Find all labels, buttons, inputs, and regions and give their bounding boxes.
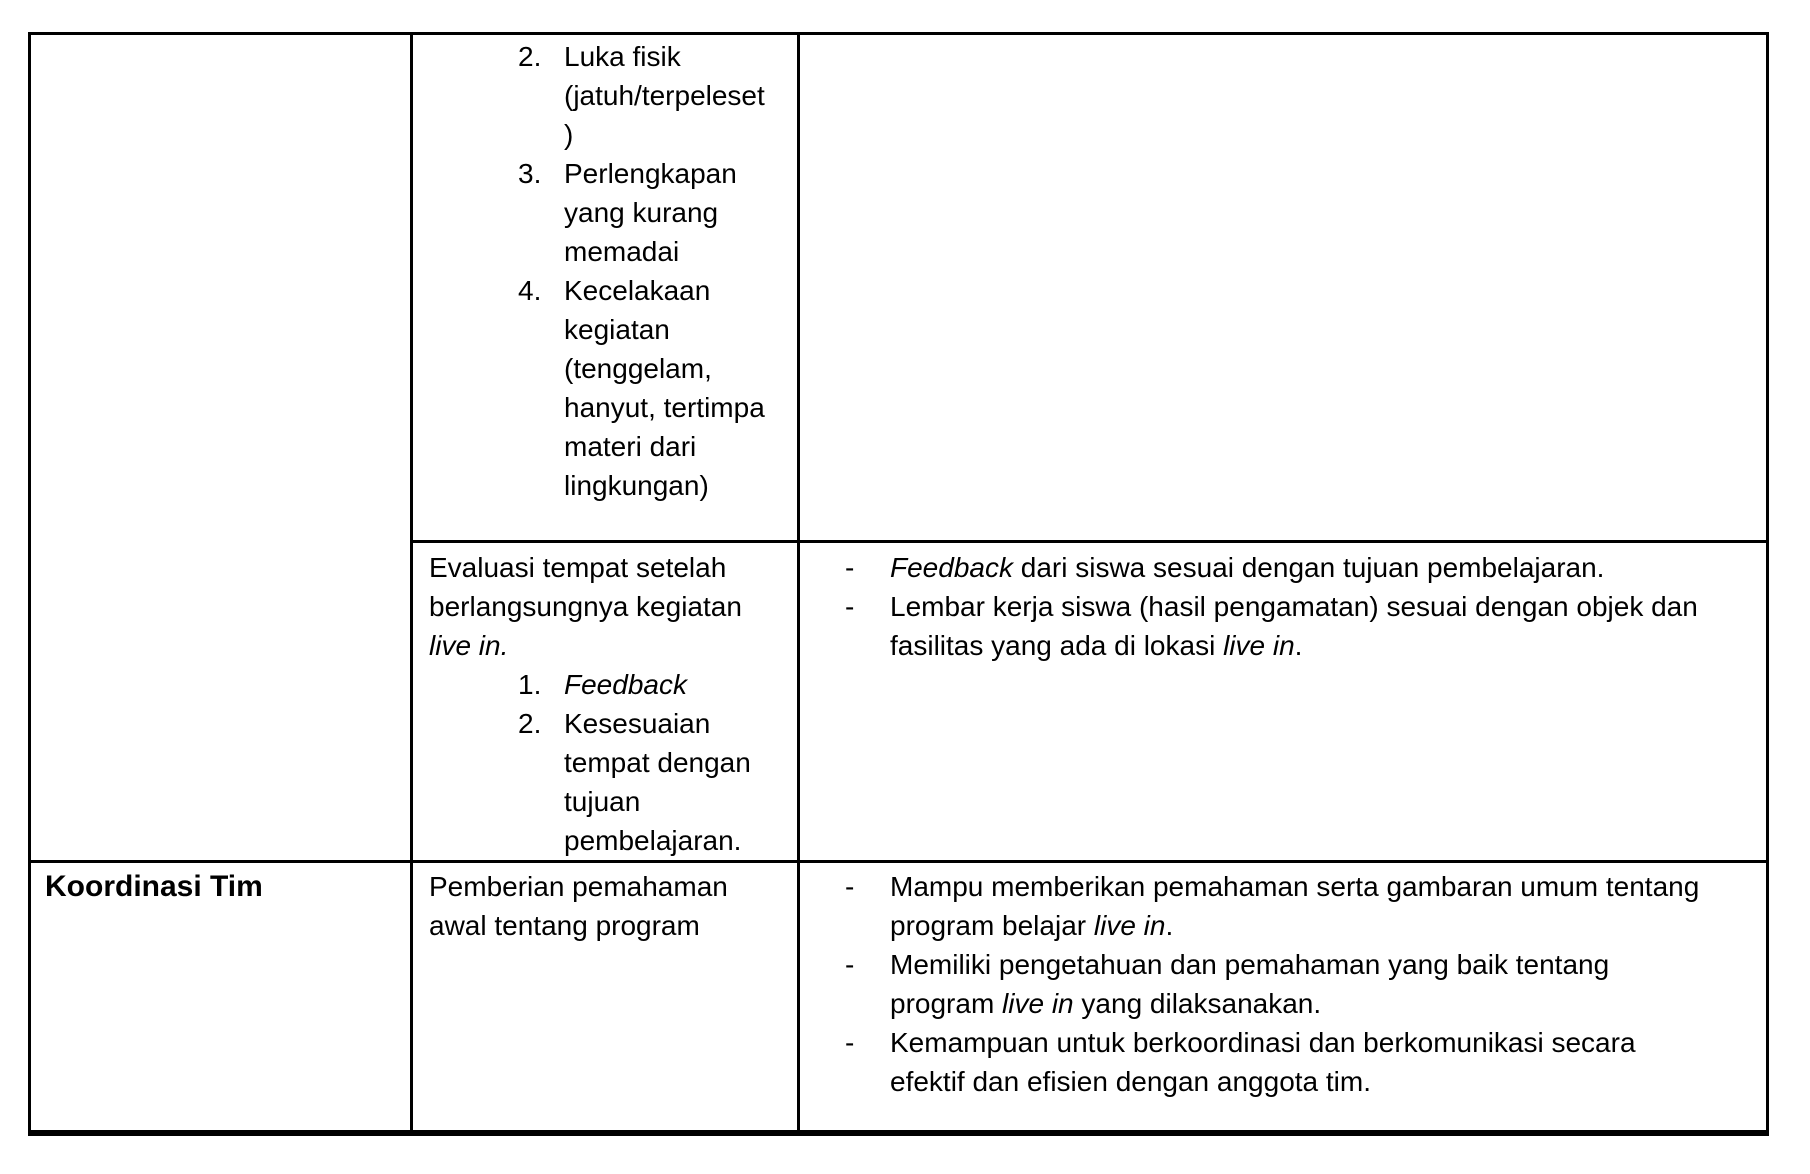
bullet-text — [890, 945, 1609, 1023]
text-line: pembelajaran. — [564, 825, 742, 856]
cell-pemberian-pemahaman — [413, 863, 797, 1130]
text-line: Kesesuaian — [564, 708, 711, 739]
list-number: 2. — [518, 41, 542, 72]
text-segment: program belajar — [890, 910, 1094, 941]
text-line: (jatuh/terpeleset — [564, 80, 765, 111]
list-number: 3. — [518, 158, 542, 189]
text-line: Lembar kerja siswa (hasil pengamatan) sesuai dengan objek dan — [890, 591, 1698, 622]
text-line — [890, 626, 1698, 665]
text-line: Pemberian pemahaman — [429, 871, 728, 902]
bullet-text — [890, 587, 1698, 665]
text-segment: . — [1294, 630, 1303, 661]
text-line: Mampu memberikan pemahaman serta gambaran umum tentang — [890, 871, 1700, 902]
list-item — [518, 665, 795, 704]
text-line: hanyut, tertimpa — [564, 392, 765, 423]
text-line — [890, 548, 1604, 587]
cell-row1-col3-empty — [800, 35, 1766, 540]
italic-word: Feedback — [890, 552, 1013, 583]
list-item-text — [564, 665, 687, 704]
dash-bullet-marker: - — [845, 949, 855, 980]
text-line: materi dari — [564, 431, 697, 462]
cell-koordinasi-tim — [31, 863, 410, 1130]
list-item-text — [564, 271, 765, 505]
list-number: 1. — [518, 669, 542, 700]
list-number: 4. — [518, 275, 542, 306]
text-line: berlangsungnya kegiatan — [429, 591, 742, 622]
text-line — [890, 984, 1609, 1023]
text-segment: fasilitas yang ada di lokasi — [890, 630, 1224, 661]
text-line: efektif dan efisien dengan anggota tim. — [890, 1066, 1372, 1097]
assessment-table — [28, 32, 1769, 1136]
text-line: tempat dengan — [564, 747, 751, 778]
text-line: live in. — [429, 630, 509, 661]
dash-bullet-marker: - — [845, 871, 855, 902]
list-item — [518, 704, 795, 860]
text-line: Memiliki pengetahuan dan pemahaman yang baik tentang — [890, 949, 1610, 980]
italic-word: live in — [1002, 988, 1074, 1019]
text-line: Kecelakaan — [564, 275, 711, 306]
text-line: lingkungan) — [564, 470, 709, 501]
cell-capability-criteria — [800, 863, 1766, 1130]
text-line: Kemampuan untuk berkoordinasi dan berkomunikasi secara — [890, 1027, 1636, 1058]
text-line: Perlengkapan — [564, 158, 737, 189]
cell-evaluasi-tempat — [413, 543, 797, 860]
italic-word: live in — [1093, 910, 1166, 941]
text-line: awal tentang program — [429, 910, 700, 941]
text-line: (tenggelam, — [564, 353, 712, 384]
text-segment: program — [890, 988, 1003, 1019]
list-item-text — [564, 154, 737, 271]
text-line: memadai — [564, 236, 680, 267]
text-segment: yang dilaksanakan. — [1073, 988, 1322, 1019]
dash-bullet-marker: - — [845, 1027, 855, 1058]
list-item-text — [564, 37, 765, 154]
list-number: 2. — [518, 708, 542, 739]
bullet-item — [845, 548, 1760, 587]
text-line: Feedback — [564, 669, 687, 700]
text-line: ) — [564, 119, 574, 150]
bullet-text — [890, 867, 1699, 945]
text-line: tujuan — [564, 786, 641, 817]
bullet-text — [890, 1023, 1636, 1101]
cell-col1-merged-empty — [31, 35, 410, 860]
numbered-list — [518, 37, 795, 505]
bullet-text — [890, 548, 1604, 587]
bullet-item — [845, 867, 1760, 945]
bullet-item — [845, 945, 1760, 1023]
dash-bullet-marker: - — [845, 552, 855, 583]
text-line: yang kurang — [564, 197, 719, 228]
bullet-item — [845, 587, 1760, 665]
italic-word: live in — [1223, 630, 1295, 661]
text-line: Luka fisik — [564, 41, 681, 72]
dash-bullet-marker: - — [845, 591, 855, 622]
text-segment: . — [1165, 910, 1174, 941]
row-heading: Koordinasi Tim — [45, 870, 263, 903]
bullet-item — [845, 1023, 1760, 1101]
text-segment: dari siswa sesuai dengan tujuan pembelajaran. — [1012, 552, 1605, 583]
list-item — [518, 154, 795, 271]
cell-feedback-criteria — [800, 543, 1766, 860]
list-item-text — [564, 704, 751, 860]
text-line: Evaluasi tempat setelah — [429, 552, 727, 583]
list-item — [518, 37, 795, 154]
text-line — [890, 906, 1699, 945]
numbered-list — [518, 665, 795, 860]
cell-risk-list — [413, 35, 797, 540]
list-item — [518, 271, 795, 505]
text-line: kegiatan — [564, 314, 670, 345]
